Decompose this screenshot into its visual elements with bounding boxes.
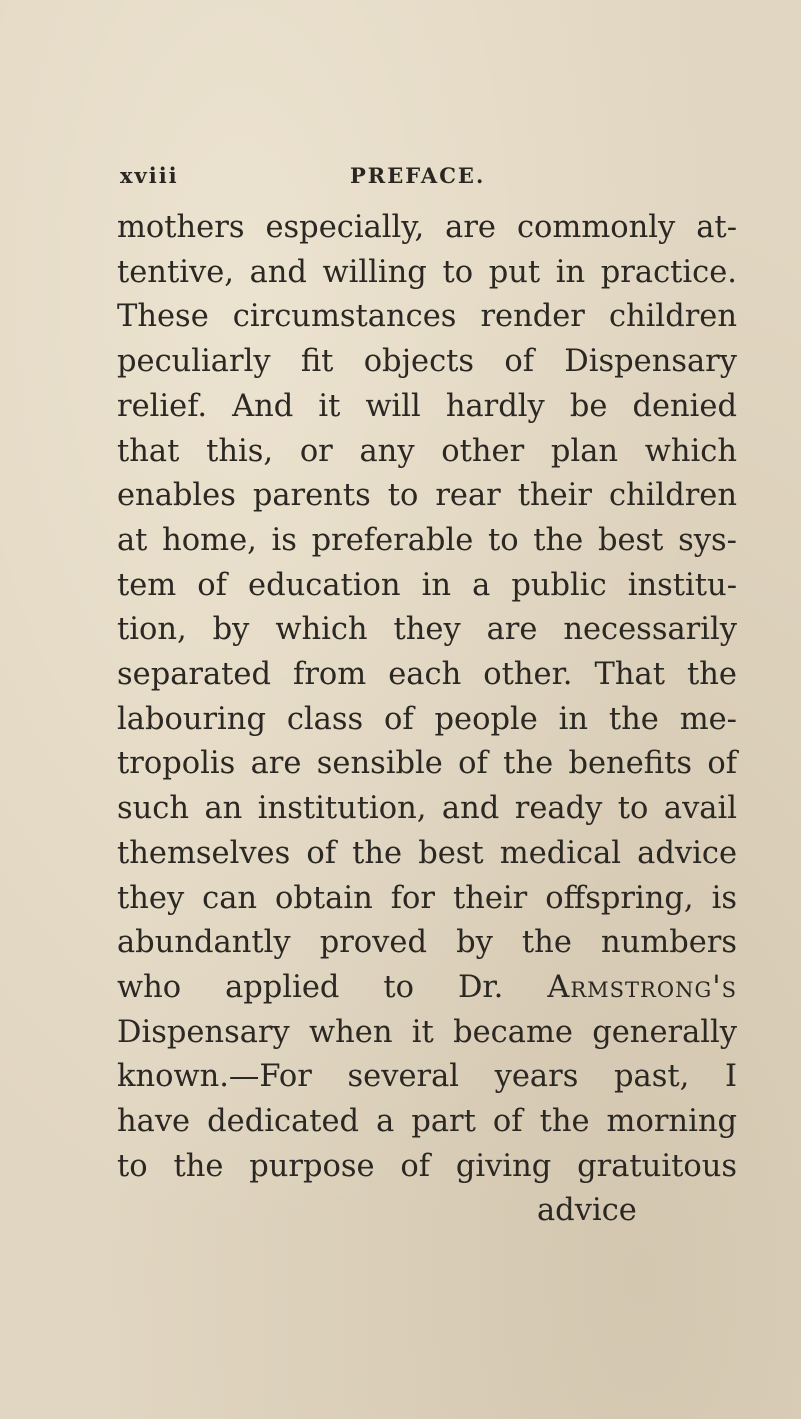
text-line: that this, or any other plan which <box>117 433 737 469</box>
text-line: to the purpose of giving gratuitous <box>117 1148 737 1184</box>
text-line: tem of education in a public institu- <box>117 567 737 603</box>
text-line: tentive, and willing to put in practice. <box>117 254 737 290</box>
person-name: Armstrong's <box>547 969 737 1005</box>
text-line: known.—For several years past, I <box>117 1059 737 1095</box>
catchword: advice <box>537 1193 637 1229</box>
running-head <box>120 163 760 193</box>
text-line-start: who applied to Dr. <box>117 969 504 1005</box>
text-line: mothers especially, are commonly at- <box>117 210 737 245</box>
text-line: Dispensary when it became generally <box>117 1014 737 1050</box>
text-line: themselves of the best medical advice <box>117 835 737 871</box>
text-line: These circumstances render children <box>117 299 737 335</box>
text-line: enables parents to rear their children <box>117 478 737 514</box>
text-line: peculiarly fit objects of Dispensary <box>117 344 737 380</box>
text-line: relief. And it will hardly be denied <box>117 388 737 424</box>
text-line: labouring class of people in the me- <box>117 701 737 737</box>
text-line: separated from each other. That the <box>117 657 737 692</box>
text-line: at home, is preferable to the best sys- <box>117 522 737 558</box>
text-line: tropolis are sensible of the benefits of <box>117 746 737 782</box>
text-line: they can obtain for their offspring, is <box>117 880 737 916</box>
text-line <box>117 968 737 1008</box>
text-line: tion, by which they are necessarily <box>117 612 737 648</box>
page-number: xviii <box>120 163 179 188</box>
text-line: have dedicated a part of the morning <box>117 1104 737 1139</box>
text-line: abundantly proved by the numbers <box>117 925 737 961</box>
running-head-title: PREFACE. <box>350 163 486 188</box>
text-line: such an institution, and ready to avail <box>117 791 737 827</box>
